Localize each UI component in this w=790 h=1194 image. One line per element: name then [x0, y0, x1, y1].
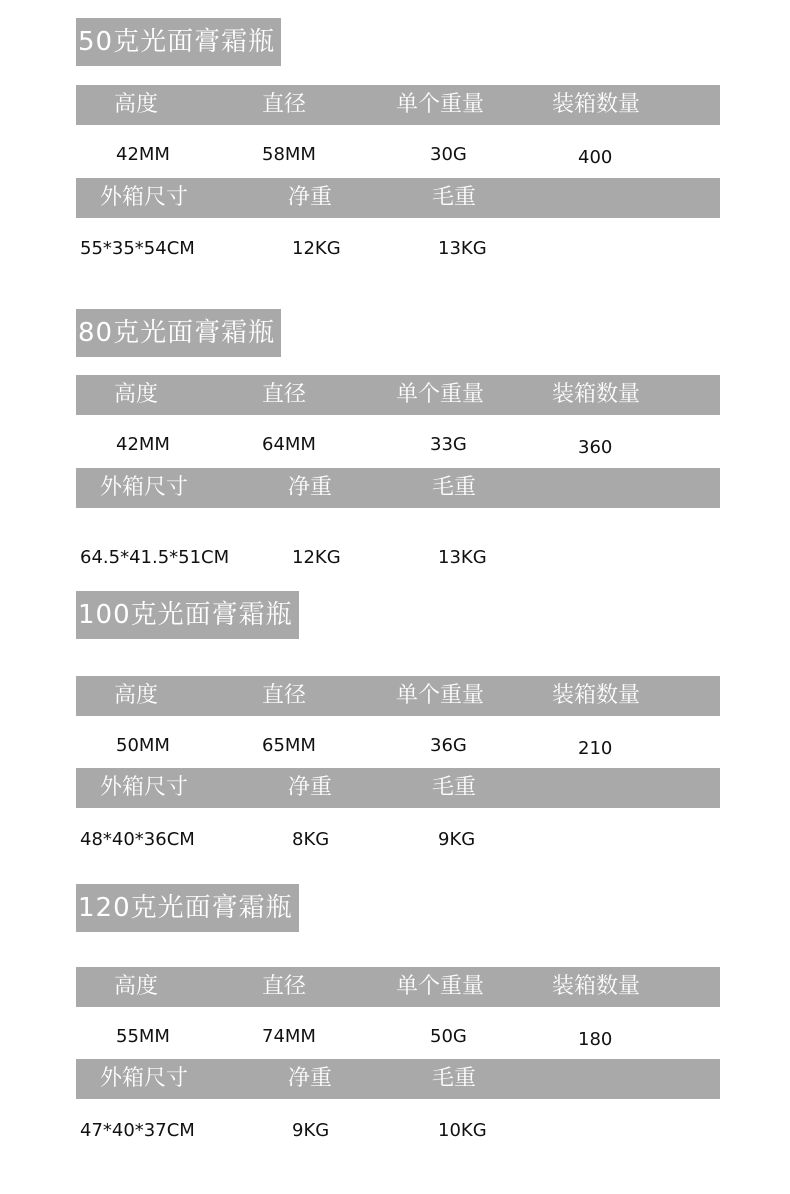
header-carton-size: 外箱尺寸: [100, 475, 189, 500]
header-bar-secondary: [76, 468, 720, 508]
spec-section-120g: [0, 864, 790, 1154]
header-gross-weight: 毛重: [432, 775, 477, 800]
value-unit-weight: 30G: [430, 144, 467, 165]
value-carton-size: 48*40*36CM: [80, 829, 195, 850]
value-diameter: 58MM: [262, 144, 316, 165]
spec-section-100g: [0, 573, 790, 863]
header-net-weight: 净重: [288, 775, 333, 800]
value-net-weight: 12KG: [292, 238, 341, 259]
value-qty: 210: [578, 738, 613, 759]
header-bar-primary: [76, 85, 720, 125]
header-bar-secondary: [76, 768, 720, 808]
header-height: 高度: [114, 974, 159, 999]
header-gross-weight: 毛重: [432, 475, 477, 500]
value-qty: 360: [578, 437, 613, 458]
header-unit-weight: 单个重量: [396, 382, 485, 407]
value-diameter: 64MM: [262, 434, 316, 455]
section-title: 80克光面膏霜瓶: [76, 309, 281, 357]
header-unit-weight: 单个重量: [396, 92, 485, 117]
header-bar-primary: [76, 375, 720, 415]
value-height: 42MM: [116, 434, 170, 455]
header-height: 高度: [114, 92, 159, 117]
header-unit-weight: 单个重量: [396, 683, 485, 708]
value-net-weight: 12KG: [292, 547, 341, 568]
value-carton-size: 55*35*54CM: [80, 238, 195, 259]
value-gross-weight: 9KG: [438, 829, 476, 850]
header-height: 高度: [114, 683, 159, 708]
header-qty: 装箱数量: [552, 382, 641, 407]
header-height: 高度: [114, 382, 159, 407]
value-unit-weight: 33G: [430, 434, 467, 455]
header-bar-primary: [76, 967, 720, 1007]
header-net-weight: 净重: [288, 475, 333, 500]
header-gross-weight: 毛重: [432, 1066, 477, 1091]
header-net-weight: 净重: [288, 185, 333, 210]
header-qty: 装箱数量: [552, 683, 641, 708]
value-diameter: 65MM: [262, 735, 316, 756]
spec-section-50g: [0, 0, 790, 290]
header-bar-secondary: [76, 1059, 720, 1099]
value-qty: 400: [578, 147, 613, 168]
header-bar-secondary: [76, 178, 720, 218]
value-height: 42MM: [116, 144, 170, 165]
value-gross-weight: 10KG: [438, 1120, 487, 1141]
header-qty: 装箱数量: [552, 974, 641, 999]
header-diameter: 直径: [262, 974, 307, 999]
header-qty: 装箱数量: [552, 92, 641, 117]
value-gross-weight: 13KG: [438, 238, 487, 259]
header-unit-weight: 单个重量: [396, 974, 485, 999]
header-diameter: 直径: [262, 92, 307, 117]
section-title: 120克光面膏霜瓶: [76, 884, 299, 932]
value-carton-size: 64.5*41.5*51CM: [80, 547, 230, 568]
value-unit-weight: 36G: [430, 735, 467, 756]
header-bar-primary: [76, 676, 720, 716]
value-gross-weight: 13KG: [438, 547, 487, 568]
value-net-weight: 9KG: [292, 1120, 330, 1141]
header-gross-weight: 毛重: [432, 185, 477, 210]
header-carton-size: 外箱尺寸: [100, 775, 189, 800]
header-carton-size: 外箱尺寸: [100, 185, 189, 210]
value-diameter: 74MM: [262, 1026, 316, 1047]
header-carton-size: 外箱尺寸: [100, 1066, 189, 1091]
value-unit-weight: 50G: [430, 1026, 467, 1047]
value-height: 55MM: [116, 1026, 170, 1047]
spec-section-80g: [0, 291, 790, 581]
header-diameter: 直径: [262, 382, 307, 407]
value-carton-size: 47*40*37CM: [80, 1120, 195, 1141]
value-net-weight: 8KG: [292, 829, 330, 850]
header-net-weight: 净重: [288, 1066, 333, 1091]
value-height: 50MM: [116, 735, 170, 756]
header-diameter: 直径: [262, 683, 307, 708]
section-title: 50克光面膏霜瓶: [76, 18, 281, 66]
section-title: 100克光面膏霜瓶: [76, 591, 299, 639]
value-qty: 180: [578, 1029, 613, 1050]
